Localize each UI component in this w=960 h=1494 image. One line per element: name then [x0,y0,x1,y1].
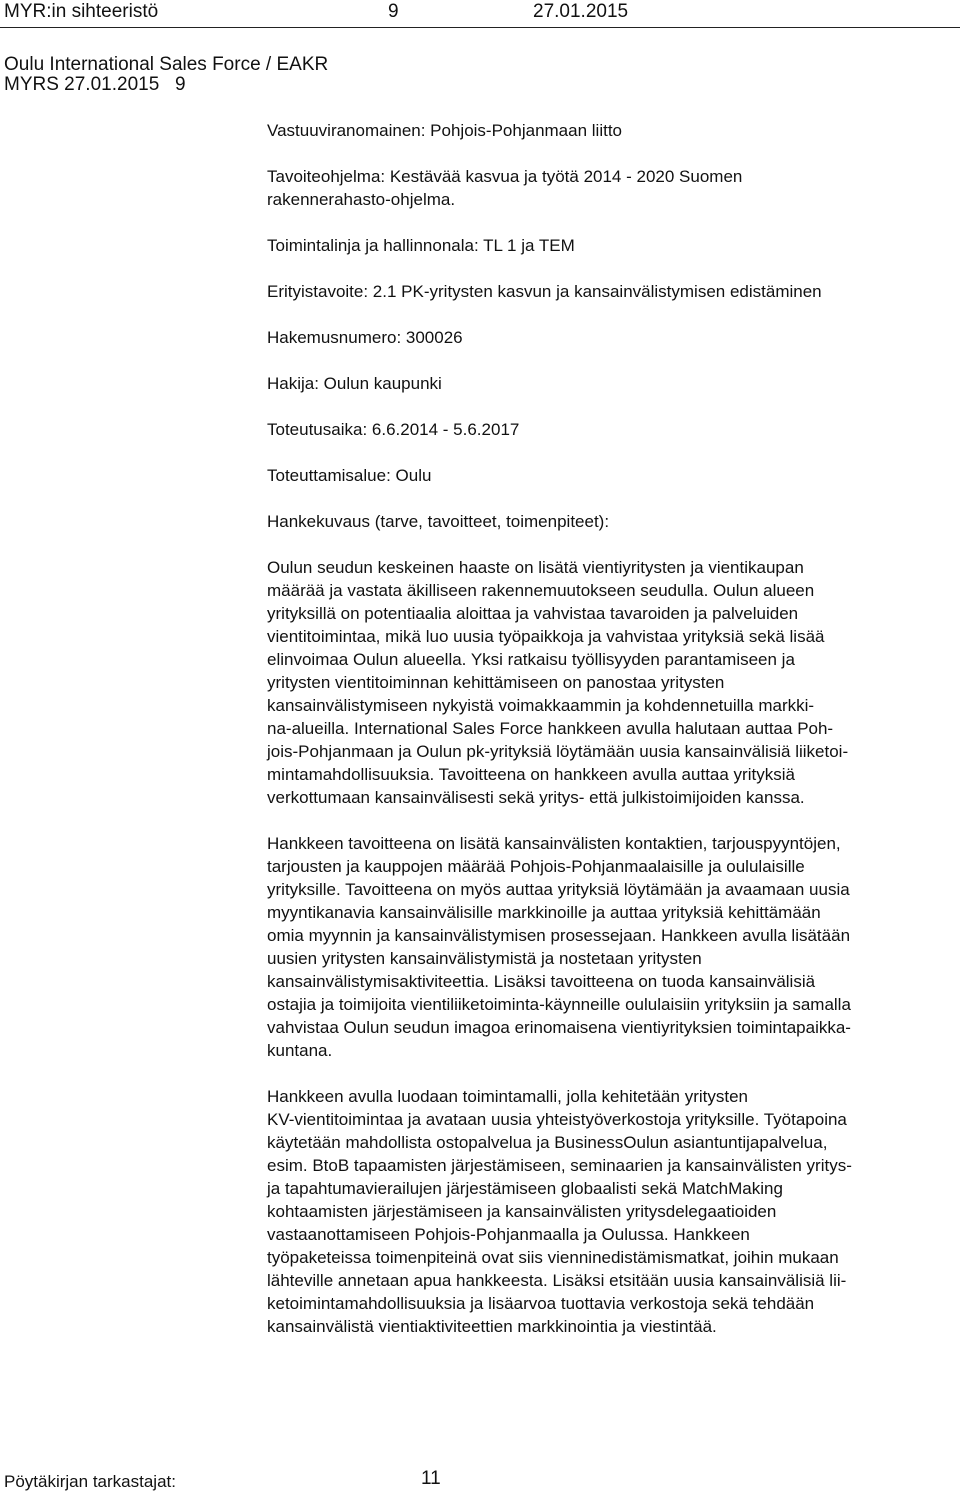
header-date: 27.01.2015 [533,1,629,22]
paragraph-line: Hankkeen tavoitteena on lisätä kansainvälisten kontaktien, tarjouspyyntöjen, [267,834,841,853]
field-item [267,234,957,257]
paragraph-line: yrityksille. Tavoitteena on myös auttaa yrityksiä löytämään ja avaamaan uusia [267,880,850,899]
paragraph-line: Hankkeen avulla luodaan toimintamalli, jolla kehitetään yritysten [267,1087,748,1106]
field-item [267,280,957,303]
paragraph-line: määrää ja vastata äkilliseen rakennemuutokseen seudulla. Oulun alueen [267,581,815,600]
paragraph-line: lähteville annetaan apua hankkeesta. Lisäksi etsitään uusia kansainvälisiä lii- [267,1271,847,1290]
field-item [267,326,957,349]
field-item [267,418,957,441]
field-line: Erityistavoite: 2.1 PK-yritysten kasvun ja kansainvälistymisen edistäminen [267,282,822,301]
paragraph-line: ostajia ja toimijoita vientiliiketoiminta-käynneille oululaisiin yrityksiin ja samalla [267,995,851,1014]
paragraph-line: vientitoimintaa, mikä luo uusia työpaikkoja ja vahvistaa yrityksiä sekä lisää [267,627,825,646]
paragraph-line: tarjousten ja kauppojen määrää Pohjois-Pohjanmaalaisille ja oululaisille [267,857,805,876]
field-line: Hakija: Oulun kaupunki [267,374,442,393]
paragraph-line: elinvoimaa Oulun alueella. Yksi ratkaisu työllisyyden parantamiseen ja [267,650,795,669]
paragraph-line: yritysten vientitoiminnan kehittämiseen on panostaa yritysten [267,673,725,692]
paragraph-line: esim. BtoB tapaamisten järjestämiseen, seminaarien ja kansainvälisten yritys- [267,1156,852,1175]
paragraph-line: KV-vientitoimintaa ja avataan uusia yhteistyöverkostoja yrityksille. Työtapoina [267,1110,847,1129]
paragraph-line: ja tapahtumavierailujen järjestämiseen globaalisti sekä MatchMaking [267,1179,783,1198]
paragraph-line: työpaketeissa toimenpiteinä ovat siis vienninedistämismatkat, joihin mukaan [267,1248,839,1267]
field-item [267,119,957,142]
paragraph [267,556,957,809]
field-line: Hankekuvaus (tarve, tavoitteet, toimenpiteet): [267,512,610,531]
paragraph-line: kansainvälistä vientiaktiviteettien markkinointia ja viestintää. [267,1317,717,1336]
document-subtitle: Oulu International Sales Force / EAKR [4,54,329,75]
header-meeting-number: 9 [388,1,399,22]
field-line: Toimintalinja ja hallinnonala: TL 1 ja TEM [267,236,575,255]
minute-reference: MYRS 27.01.2015 [4,74,160,95]
field-line: rakennerahasto-ohjelma. [267,190,456,209]
paragraph-line: uusien yritysten kansainvälistymistä ja nostetaan yritysten [267,949,702,968]
field-item [267,464,957,487]
paragraph-line: mintamahdollisuuksia. Tavoitteena on hankkeen avulla auttaa yrityksiä [267,765,795,784]
paragraph-line: käytetään mahdollista ostopalvelua ja BusinessOulun asiantuntijapalvelua, [267,1133,828,1152]
field-line: Tavoiteohjelma: Kestävää kasvua ja työtä 2014 - 2020 Suomen [267,167,743,186]
header-title: MYR:in sihteeristö [4,1,159,22]
field-line: Hakemusnumero: 300026 [267,328,463,347]
field-item [267,510,957,533]
paragraph-line: yrityksillä on potentiaalia aloittaa ja vahvistaa tavaroiden ja palveluiden [267,604,799,623]
paragraph [267,832,957,1062]
paragraph-line: na-alueilla. International Sales Force hankkeen avulla halutaan auttaa Poh- [267,719,834,738]
field-item [267,372,957,395]
paragraph-line: jois-Pohjanmaan ja Oulun pk-yrityksiä löytämään uusia kansainvälisiä liiketoi- [267,742,849,761]
minute-section-number: 9 [175,74,186,95]
paragraph-line: kuntana. [267,1041,333,1060]
paragraph [267,1085,957,1338]
project-fields [267,119,957,533]
paragraph-line: ketoimintamahdollisuuksia ja lisäarvoa tuottavia verkostoja sekä tehdään [267,1294,815,1313]
paragraph-spacer [267,809,957,832]
field-line: Vastuuviranomainen: Pohjois-Pohjanmaan liitto [267,121,622,140]
paragraph-line: myyntikanavia kansainvälisille markkinoille ja auttaa yrityksiä kehittämään [267,903,821,922]
field-line: Toteutusaika: 6.6.2014 - 5.6.2017 [267,420,520,439]
project-description [267,556,957,1338]
document-body [267,119,957,1338]
paragraph-spacer [267,1062,957,1085]
paragraph-line: vastaanottamiseen Pohjois-Pohjanmaalla ja Oulussa. Hankkeen [267,1225,750,1244]
paragraph-line: kansainvälistymiseen nykyistä voimakkaammin ja kohdennetuilla markki- [267,696,815,715]
paragraph-line: Oulun seudun keskeinen haaste on lisätä vientiyritysten ja vientikaupan [267,558,804,577]
page-number: 11 [421,1468,441,1489]
field-item [267,165,957,211]
header-divider [0,27,960,28]
footer-label: Pöytäkirjan tarkastajat: [4,1472,176,1491]
field-line: Toteuttamisalue: Oulu [267,466,432,485]
paragraph-line: kansainvälistymisaktiviteettia. Lisäksi tavoitteena on tuoda kansainvälisiä [267,972,816,991]
paragraph-line: omia myynnin ja kansainvälistymisen prosessejaan. Hankkeen avulla lisätään [267,926,851,945]
paragraph-line: kohtaamisten järjestämiseen ja kansainvälisten yritysdelegaatioiden [267,1202,777,1221]
paragraph-line: verkottumaan kansainvälisesti sekä yritys- että julkistoimijoiden kanssa. [267,788,805,807]
paragraph-line: vahvistaa Oulun seudun imagoa erinomaisena vientiyrityksien toimintapaikka- [267,1018,851,1037]
